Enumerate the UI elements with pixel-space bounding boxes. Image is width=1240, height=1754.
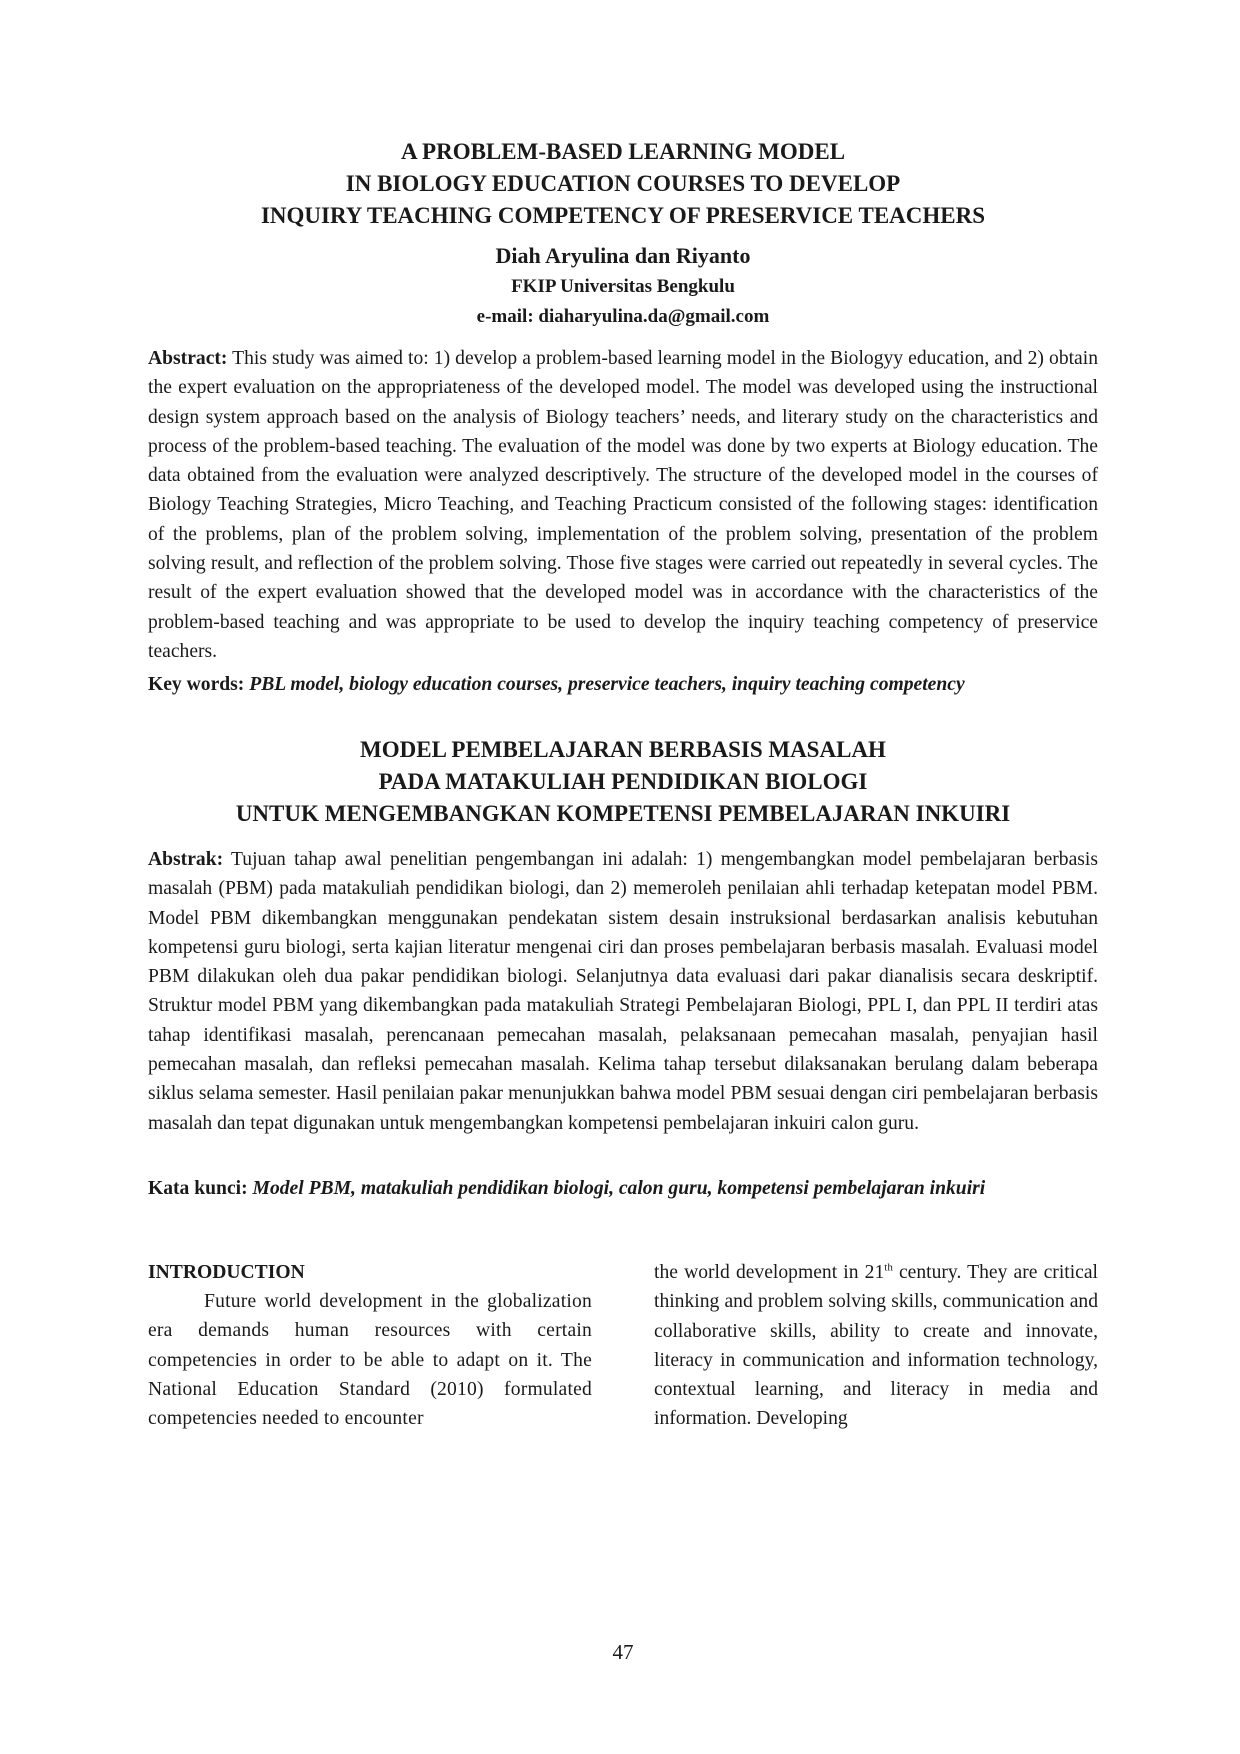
english-abstract-label: Abstract: [148, 348, 228, 369]
indonesian-abstract-text: Tujuan tahap awal penelitian pengembangan ini adalah: 1) mengembangkan model pembelajaran berbasis masalah (PBM) pada matakuliah pendidikan biologi, dan 2) memeroleh penilaian ahli terhadap ketepatan model PBM. Model PBM dikembangkan menggunakan pendekatan sistem desain instruksional berdasarkan analisis kebutuhan kompetensi guru biologi, serta kajian literatur mengenai ciri dan proses pembelajaran berbasis masalah. Evaluasi model PBM dilakukan oleh dua pakar pendidikan biologi. Selanjutnya data evaluasi dari pakar dianalisis secara deskriptif. Struktur model PBM yang dikembangkan pada matakuliah Strategi Pembelajaran Biologi, PPL I, dan PPL II terdiri atas tahap identifikasi masalah, perencanaan pemecahan masalah, pelaksanaan pemecahan masalah, penyajian hasil pemecahan masalah, dan refleksi pemecahan masalah. Kelima tahap tersebut dilaksanakan berulang dalam beberapa siklus selama semester. Hasil penilaian pakar menunjukkan bahwa model PBM sesuai dengan ciri pembelajaran berbasis masalah dan tepat digunakan untuk mengembangkan kompetensi pembelajaran inkuiri calon guru. [148, 849, 1098, 1134]
indonesian-abstract-label: Abstrak: [148, 849, 224, 870]
introduction-heading: INTRODUCTION [148, 1262, 305, 1283]
indonesian-keywords [148, 1174, 1098, 1203]
indonesian-title-line: UNTUK MENGEMBANGKAN KOMPETENSI PEMBELAJARAN INKUIRI [235, 801, 1011, 826]
english-title [148, 136, 1098, 232]
ordinal-superscript: th [884, 1261, 893, 1274]
introduction-right-text-start: the world development in 21 [654, 1262, 885, 1283]
indonesian-title-line: PADA MATAKULIAH PENDIDIKAN BIOLOGI [378, 769, 868, 794]
english-title-line: IN BIOLOGY EDUCATION COURSES TO DEVELOP [345, 171, 901, 196]
author-affiliation: FKIP Universitas Bengkulu [511, 276, 735, 297]
english-abstract-text: This study was aimed to: 1) develop a problem-based learning model in the Biologyy education, and 2) obtain the expert evaluation on the appropriateness of the developed model. The model was developed using the instructional design system approach based on the analysis of Biology teachers’ needs, and literary study on the characteristics and process of the problem-based teaching. The evaluation of the model was done by two experts at Biology education. The data obtained from the evaluation were analyzed descriptively. The structure of the developed model in the courses of Biology Teaching Strategies, Micro Teaching, and Teaching Practicum consisted of the following stages: identification of the problems, plan of the problem solving, implementation of the problem solving, presentation of the problem solving result, and reflection of the problem solving. Those five stages were carried out repeatedly in several cycles. The result of the expert evaluation showed that the developed model was in accordance with the characteristics of the problem-based teaching and was appropriate to be used to develop the inquiry teaching competency of preservice teachers. [148, 348, 1098, 662]
introduction-right-column [654, 1258, 1098, 1434]
indonesian-title [148, 734, 1098, 830]
author-email: e-mail: diaharyulina.da@gmail.com [476, 306, 770, 327]
english-title-line: INQUIRY TEACHING COMPETENCY OF PRESERVICE TEACHERS [260, 203, 986, 228]
introduction-paragraph: Future world development in the globalization era demands human resources with certain competencies in order to be able to adapt on it. The National Education Standard (2010) formulated competencies needed to encounter [148, 1291, 592, 1430]
author-names: Diah Aryulina dan Riyanto [495, 243, 751, 268]
english-keywords-text: PBL model, biology education courses, preservice teachers, inquiry teaching competency [244, 674, 965, 695]
indonesian-title-line: MODEL PEMBELAJARAN BERBASIS MASALAH [360, 737, 886, 762]
author-block [148, 240, 1098, 332]
indonesian-keywords-text: Model PBM, matakuliah pendidikan biologi, calon guru, kompetensi pembelajaran inkuiri [247, 1178, 986, 1199]
introduction-right-text-end: century. They are critical thinking and problem solving skills, communication and collaborative skills, ability to create and innovate, literacy in communication and information technology, contextual learning, and literacy in media and information. Developing [654, 1262, 1098, 1430]
indonesian-abstract [148, 845, 1098, 1138]
english-keywords-label: Key words: [148, 674, 245, 695]
english-title-line: A PROBLEM-BASED LEARNING MODEL [400, 139, 846, 164]
introduction-left-column [148, 1258, 592, 1433]
english-keywords [148, 670, 1098, 699]
english-abstract [148, 344, 1098, 666]
page-number: 47 [612, 1640, 634, 1664]
indonesian-keywords-label: Kata kunci: [148, 1178, 248, 1199]
introduction-paragraph-continued [654, 1258, 1098, 1434]
